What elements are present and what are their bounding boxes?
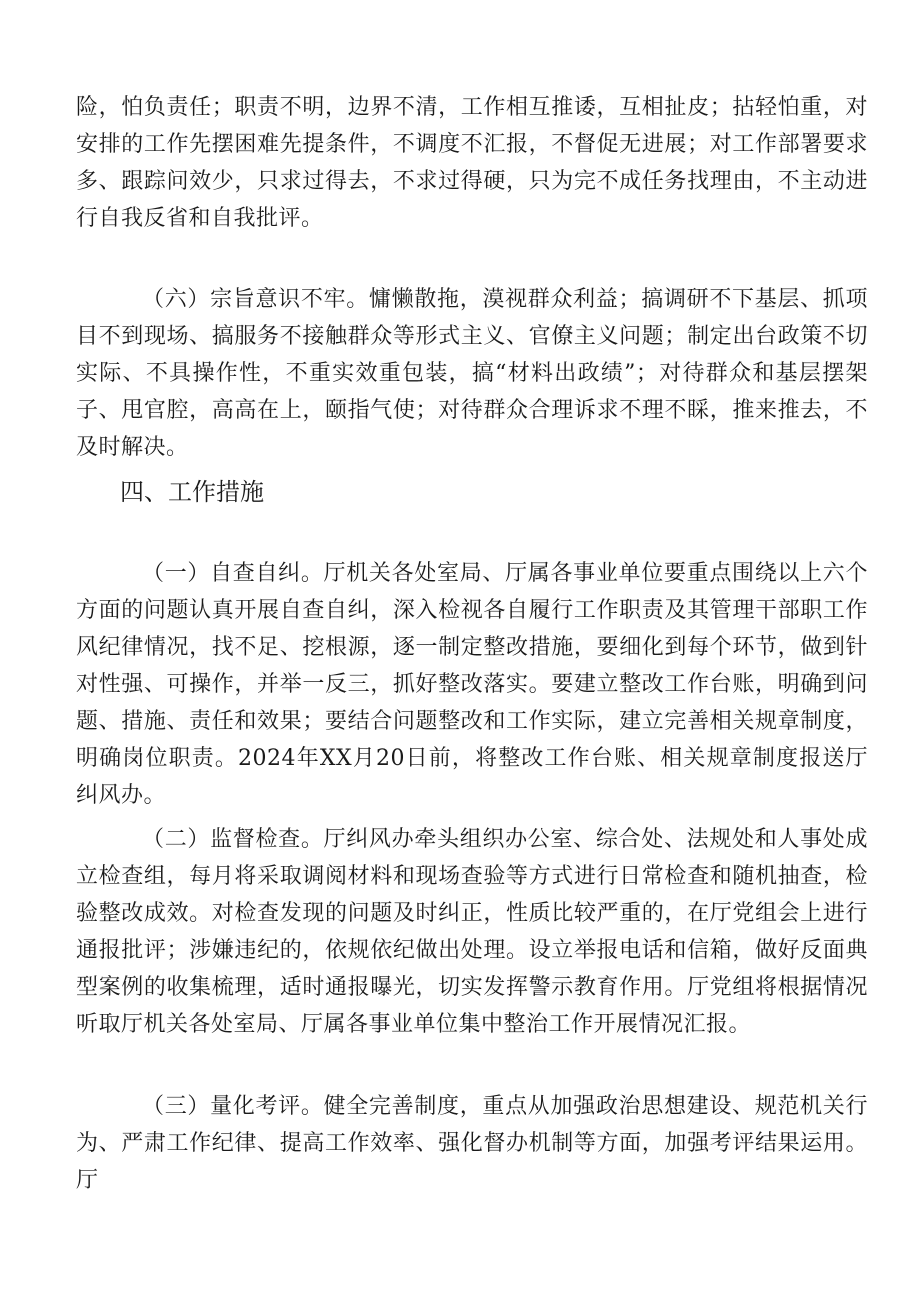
paragraph-continuation: 险，怕负责任；职责不明，边界不清，工作相互推诿，互相扯皮；拈轻怕重，对安排的工作先摆困难先提条件，不调度不汇报，不督促无进展；对工作部署要求多、跟踪问效少，只求过得去，不求过得硬，只为完不成任务找理由，不主动进行自我反省和自我批评。 bbox=[76, 95, 868, 231]
paragraph-supervision: （二）监督检查。厅纠风办牵头组织办公室、综合处、法规处和人事处成立检查组，每月将采取调阅材料和现场查验等方式进行日常检查和随机抽查，检验整改成效。对检查发现的问题及时纠正，性质比较严重的，在厅党组会上进行通报批评；涉嫌违纪的，依规依纪做出处理。设立举报电话和信箱，做好反面典型案例的收集梳理，适时通报曝光，切实发挥警示教育作用。厅党组将根据情况听取厅机关各处室局、厅属各事业单位集中整治工作开展情况汇报。 bbox=[76, 827, 868, 1037]
paragraph-quantitative-evaluation: （三）量化考评。健全完善制度，重点从加强政治思想建设、规范机关行为、严肃工作纪律、提高工作效率、强化督办机制等方面，加强考评结果运用。厅 bbox=[76, 1094, 868, 1193]
section-heading-work-measures: 四、工作措施 bbox=[120, 478, 264, 506]
paragraph-item-six: （六）宗旨意识不牢。慵懒散拖，漠视群众利益；搞调研不下基层、抓项目不到现场、搞服务不接触群众等形式主义、官僚主义问题；制定出台政策不切实际、不具操作性，不重实效重包装，搞“材料出政绩”；对待群众和基层摆架子、甩官腔，高高在上，颐指气使；对待群众合理诉求不理不睬，推来推去，不及时解决。 bbox=[76, 287, 868, 460]
paragraph-self-inspection: （一）自查自纠。厅机关各处室局、厅属各事业单位要重点围绕以上六个方面的问题认真开展自查自纠，深入检视各自履行工作职责及其管理干部职工作风纪律情况，找不足、挖根源，逐一制定整改措施，要细化到每个环节，做到针对性强、可操作，并举一反三，抓好整改落实。要建立整改工作台账，明确到问题、措施、责任和效果；要结合问题整改和工作实际，建立完善相关规章制度，明确岗位职责。2024年XX月20日前，将整改工作台账、相关规章制度报送厅纠风办。 bbox=[76, 561, 868, 808]
